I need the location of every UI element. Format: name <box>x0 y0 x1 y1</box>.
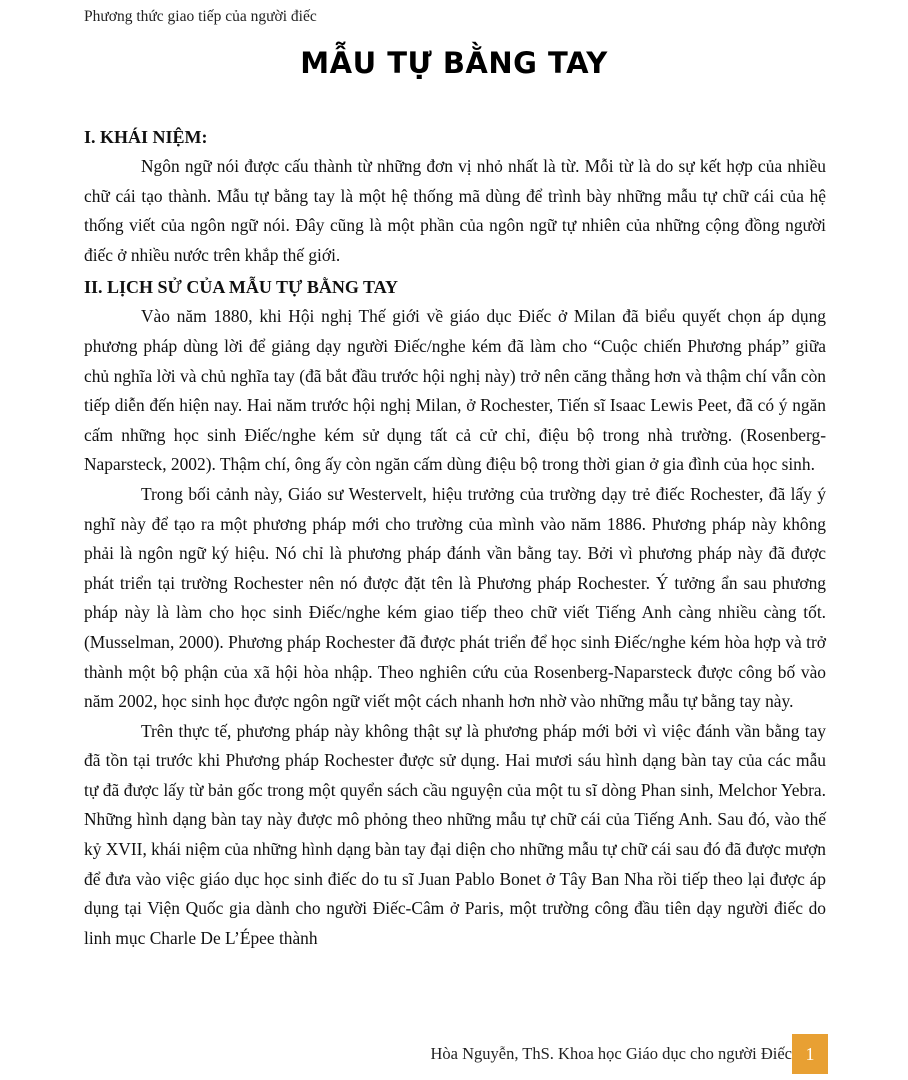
section-heading: I. KHÁI NIỆM: <box>84 127 208 147</box>
section-concept <box>84 122 826 270</box>
footer-author: Hòa Nguyễn, ThS. Khoa học Giáo dục cho người Điếc <box>430 1044 792 1063</box>
section-history <box>84 272 826 953</box>
paragraph: Vào năm 1880, khi Hội nghị Thế giới về giáo dục Điếc ở Milan đã biểu quyết chọn áp dụng phương pháp dùng lời để giảng dạy người Điếc/nghe kém đã làm cho “Cuộc chiến Phương pháp” giữa chủ nghĩa lời và chủ nghĩa tay (đã bắt đầu trước hội nghị này) trở nên căng thẳng hơn và thậm chí vẫn còn tiếp diễn đến hiện nay. Hai năm trước hội nghị Milan, ở Rochester, Tiến sĩ Isaac Lewis Peet, đã có ý ngăn cấm những học sinh Điếc/nghe kém sử dụng tất cả cử chỉ, điệu bộ trong nhà trường. (Rosenberg-Naparsteck, 2002). Thậm chí, ông ấy còn ngăn cấm dùng điệu bộ trong thời gian ở gia đình của học sinh. <box>84 306 826 475</box>
page-title: MẪU TỰ BẰNG TAY <box>300 46 608 80</box>
document-body <box>84 122 826 953</box>
paragraph: Ngôn ngữ nói được cấu thành từ những đơn vị nhỏ nhất là từ. Mỗi từ là do sự kết hợp của nhiều chữ cái tạo thành. Mẫu tự bằng tay là một hệ thống mã dùng để trình bày những mẫu tự chữ cái của hệ thống viết của ngôn ngữ nói. Đây cũng là một phần của ngôn ngữ tự nhiên của những cộng đồng người điếc ở nhiều nước trên khắp thế giới. <box>84 156 826 265</box>
page-number-badge: 1 <box>792 1034 828 1074</box>
paragraph: Trong bối cảnh này, Giáo sư Westervelt, hiệu trưởng của trường dạy trẻ điếc Rochester, đã lấy ý nghĩ này để tạo ra một phương pháp mới cho trường của mình vào năm 1886. Phương pháp này không phải là ngôn ngữ ký hiệu. Nó chỉ là phương pháp đánh vần bằng tay. Bởi vì phương pháp này đã được phát triển tại trường Rochester nên nó được đặt tên là Phương pháp Rochester. Ý tưởng ẩn sau phương pháp này là làm cho học sinh Điếc/nghe kém giao tiếp theo chữ viết Tiếng Anh càng nhiều càng tốt. (Musselman, 2000). Phương pháp Rochester đã được phát triển để học sinh Điếc/nghe kém hòa hợp và trở thành một bộ phận của xã hội hòa nhập. Theo nghiên cứu của Rosenberg-Naparsteck được công bố vào năm 2002, học sinh học được ngôn ngữ viết một cách nhanh hơn nhờ vào những mẫu tự bằng tay này. <box>84 483 826 712</box>
paragraph: Trên thực tế, phương pháp này không thật sự là phương pháp mới bởi vì việc đánh vần bằng tay đã tồn tại trước khi Phương pháp Rochester được sử dụng. Hai mươi sáu hình dạng bàn tay của các mẫu tự đã được lấy từ bản gốc trong một quyển sách cầu nguyện của một tu sĩ dòng Phan sinh, Melchor Yebra. Những hình dạng bàn tay này được mô phỏng theo những mẫu tự chữ cái của Tiếng Anh. Sau đó, vào thế kỷ XVII, khái niệm của những hình dạng bàn tay đại diện cho những mẫu tự chữ cái sau đó đã được mượn để đưa vào việc giáo dục học sinh điếc do tu sĩ Juan Pablo Bonet ở Tây Ban Nha rồi tiếp theo lại được áp dụng tại Viện Quốc gia dành cho người Điếc-Câm ở Paris, một trường công đầu tiên dạy người điếc do linh mục Charle De L’Épee thành <box>84 720 826 948</box>
running-header: Phương thức giao tiếp của người điếc <box>84 8 317 25</box>
section-heading: II. LỊCH SỬ CỦA MẪU TỰ BẰNG TAY <box>84 277 399 298</box>
